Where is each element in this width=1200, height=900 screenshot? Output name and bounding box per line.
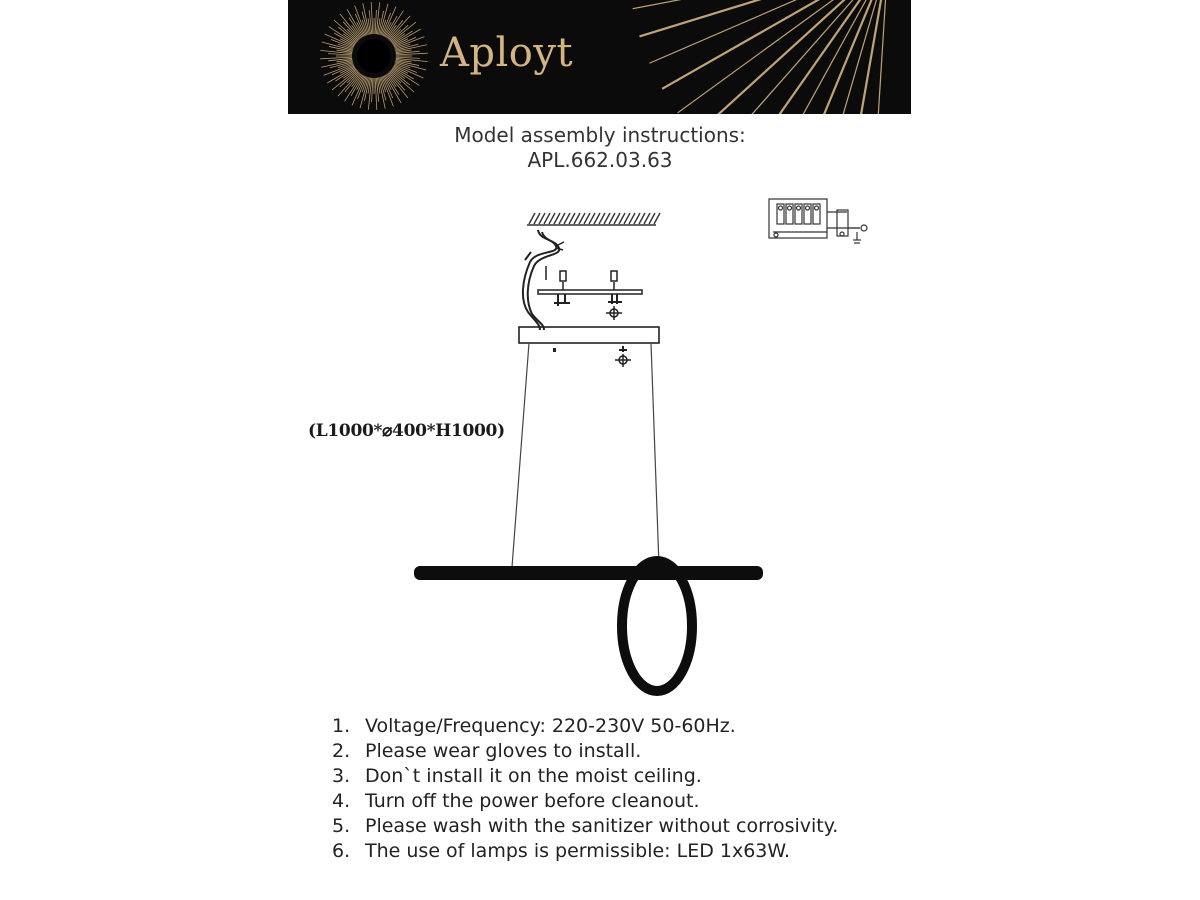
specifications-list <box>332 714 838 864</box>
mounting-plate <box>538 290 642 320</box>
spec-item <box>332 739 838 764</box>
spec-number: 5. <box>332 815 351 837</box>
spec-text: Turn off the power before cleanout. <box>365 790 700 812</box>
brand-logo-text: Aployt <box>440 30 574 76</box>
spec-text: Please wear gloves to install. <box>365 740 642 762</box>
ceiling-hatch <box>527 213 660 225</box>
spec-item <box>332 789 838 814</box>
spec-item <box>332 814 838 839</box>
spec-number: 4. <box>332 790 351 812</box>
terminal-block-icon <box>769 199 867 243</box>
spec-text: Voltage/Frequency: 220-230V 50-60Hz. <box>365 715 736 737</box>
canopy <box>519 327 659 367</box>
mounting-screws <box>546 266 617 290</box>
spec-item <box>332 839 838 864</box>
lamp-body <box>414 561 763 691</box>
spec-number: 2. <box>332 740 351 762</box>
dimensions-label: (L1000*⌀400*H1000) <box>308 421 505 441</box>
power-wire <box>523 230 564 330</box>
spec-text: The use of lamps is permissible: LED 1x63W. <box>365 840 791 862</box>
spec-text: Don`t install it on the moist ceiling. <box>365 765 702 787</box>
spec-item <box>332 764 838 789</box>
spec-number: 3. <box>332 765 351 787</box>
model-number: APL.662.03.63 <box>527 148 673 172</box>
page-title: Model assembly instructions: <box>454 123 746 147</box>
spec-number: 6. <box>332 840 351 862</box>
suspension-cables <box>512 343 659 567</box>
spec-item <box>332 714 838 739</box>
spec-text: Please wash with the sanitizer without corrosivity. <box>365 815 839 837</box>
spec-number: 1. <box>332 715 351 737</box>
